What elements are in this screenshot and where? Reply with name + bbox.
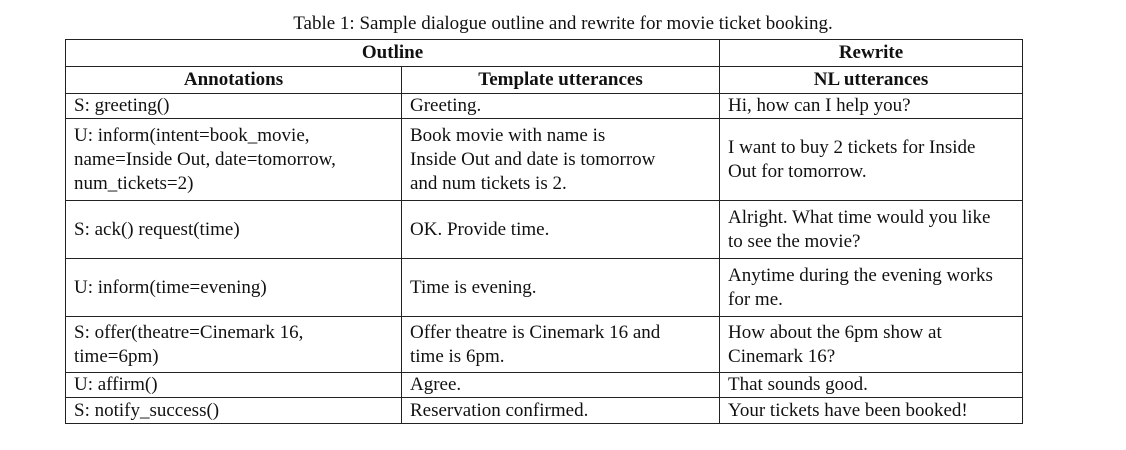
- cell-line: Anytime during the evening works: [728, 264, 993, 286]
- cell-line: time is 6pm.: [410, 345, 505, 367]
- nl-cell: [720, 119, 1023, 201]
- table-row: [66, 259, 1023, 317]
- template-cell: [402, 201, 720, 259]
- annotation-cell: [66, 259, 402, 317]
- cell-line: and num tickets is 2.: [410, 172, 567, 194]
- annotation-cell: [66, 94, 402, 119]
- template-cell: [402, 373, 720, 398]
- table-row: [66, 373, 1023, 398]
- cell-line: S: greeting(): [74, 95, 170, 116]
- nl-cell: [720, 201, 1023, 259]
- cell-line: time=6pm): [74, 345, 159, 367]
- template-utterances-header: Template utterances: [402, 67, 720, 94]
- cell-line: for me.: [728, 288, 783, 310]
- cell-line: Agree.: [410, 374, 462, 395]
- cell-line: U: inform(time=evening): [74, 276, 267, 298]
- nl-utterances-header: NL utterances: [720, 67, 1023, 94]
- cell-line: U: inform(intent=book_movie,: [74, 124, 310, 146]
- table-row: [66, 398, 1023, 424]
- cell-line: S: ack() request(time): [74, 218, 240, 240]
- table-row: [66, 317, 1023, 373]
- table-row: [66, 94, 1023, 119]
- cell-line: Reservation confirmed.: [410, 399, 589, 421]
- annotation-cell: [66, 119, 402, 201]
- nl-cell: [720, 398, 1023, 424]
- nl-cell: [720, 259, 1023, 317]
- template-cell: [402, 119, 720, 201]
- cell-line: num_tickets=2): [74, 172, 194, 194]
- cell-line: Alright. What time would you like: [728, 206, 991, 228]
- cell-line: How about the 6pm show at: [728, 321, 942, 343]
- annotation-cell: [66, 201, 402, 259]
- cell-line: Hi, how can I help you?: [728, 95, 911, 116]
- cell-line: Offer theatre is Cinemark 16 and: [410, 321, 661, 343]
- cell-line: Book movie with name is: [410, 124, 606, 146]
- cell-line: I want to buy 2 tickets for Inside: [728, 136, 976, 158]
- cell-line: That sounds good.: [728, 374, 868, 395]
- cell-line: Inside Out and date is tomorrow: [410, 148, 656, 170]
- group-header-row: [66, 40, 1023, 67]
- annotation-cell: [66, 398, 402, 424]
- annotation-cell: [66, 373, 402, 398]
- cell-line: Your tickets have been booked!: [728, 399, 968, 421]
- cell-line: to see the movie?: [728, 230, 861, 252]
- column-header-row: [66, 67, 1023, 94]
- nl-cell: [720, 373, 1023, 398]
- template-cell: [402, 317, 720, 373]
- cell-line: OK. Provide time.: [410, 218, 550, 240]
- nl-cell: [720, 94, 1023, 119]
- cell-line: Time is evening.: [410, 276, 537, 298]
- template-cell: [402, 259, 720, 317]
- outline-header: Outline: [66, 40, 720, 67]
- template-cell: [402, 94, 720, 119]
- cell-line: Cinemark 16?: [728, 345, 836, 367]
- cell-line: U: affirm(): [74, 374, 158, 395]
- cell-line: S: notify_success(): [74, 399, 220, 421]
- template-cell: [402, 398, 720, 424]
- dialogue-table: [65, 39, 1023, 424]
- nl-cell: [720, 317, 1023, 373]
- cell-line: S: offer(theatre=Cinemark 16,: [74, 321, 304, 343]
- table-row: [66, 201, 1023, 259]
- rewrite-header: Rewrite: [720, 40, 1023, 67]
- cell-line: name=Inside Out, date=tomorrow,: [74, 148, 336, 170]
- table-caption: Table 1: Sample dialogue outline and rewrite for movie ticket booking.: [293, 13, 833, 34]
- table-row: [66, 119, 1023, 201]
- annotation-cell: [66, 317, 402, 373]
- annotations-header: Annotations: [66, 67, 402, 94]
- cell-line: Greeting.: [410, 95, 482, 116]
- cell-line: Out for tomorrow.: [728, 160, 867, 182]
